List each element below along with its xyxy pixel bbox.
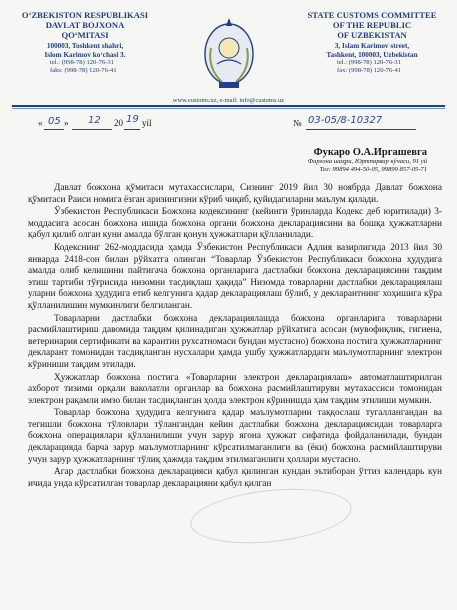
paragraph-2: Ўзбекистон Республикаси Божхона кодексининг (кейинги ўринларда Кодекс деб юритилади) 3-моддасига асосан божхона ишида божхона органи божхона декларациясини ва бошқа ҳужжатларни қабул қилиб олган куни амалда бўлган қонун ҳужжатлари қўлланилади.	[28, 207, 442, 241]
paragraph-1: Давлат божхона қўмитаси мутахассислари, Сизнинг 2019 йил 30 ноябрда Давлат божхона қўмитаси Раиси номига ёзган аризингизни кўриб чиқиб, қуйидагиларни маълум қилади.	[28, 183, 442, 205]
left-title-1: O‘ZBEKISTON RESPUBLIKASI	[21, 10, 149, 20]
number-sign: №	[293, 118, 302, 128]
right-fax: fax: (998-78) 120-76-41	[337, 67, 402, 75]
date-year-word: yil	[142, 118, 152, 128]
header-left	[10, 10, 160, 75]
recipient-phone: Тел: 99894 494-50-05, 99899 857-05-71	[319, 166, 427, 173]
recipient-block	[308, 147, 427, 174]
date-year-suffix: 19	[126, 114, 139, 125]
date-day: 05	[48, 116, 61, 127]
header-divider	[12, 105, 445, 107]
letter-number: 03-05/8-10327	[308, 115, 383, 126]
paragraph-3: Кодекснинг 262-моддасида ҳамда Ўзбекистон Республикаси Адлия вазирлигида 2013 йил 30 январда 2418-сон билан рўйхатга олинган “Товарлар Ўзбекистон Республикаси божхона ҳудудига амалда олиб келишини пайтигача божхона органларига дастлабки божхона декларациясини тақдим этиш тартиби тўғрисида низомни тасдиқлаш ҳақида” Низомда товарларни дастлабки декларациялаш уларни божхона ҳудудига етиб келгунига қадар декларациялаш бўлиб, у декларантнинг хоҳишига кўра қўлланилишин мумкинлиги белгиланган.	[28, 242, 442, 311]
recipient-address: Фарғона шаҳри, Юртпарвар кўчаси, 91 уй	[307, 158, 427, 165]
left-fax: faks: (998-78) 120-76-41	[50, 67, 117, 75]
letter-body	[28, 183, 442, 491]
right-title-3: OF UZBEKISTAN	[337, 30, 407, 40]
header-right	[297, 10, 447, 75]
faint-stamp	[188, 482, 355, 551]
right-address	[297, 42, 447, 59]
left-address-line-1: 100003, Toshkent shahri,	[46, 42, 124, 50]
left-title-3: QO‘MITASI	[61, 30, 109, 40]
left-address-line-2: Islom Karimov ko‘chasi 3.	[44, 50, 126, 59]
left-title-2: DAVLAT BOJXONA	[45, 20, 125, 30]
left-tel: tel.: (998-78) 120-76-31	[50, 59, 114, 67]
right-title-2: OF THE REPUBLIC	[332, 20, 412, 30]
paragraph-7: Агар дастлабки божхона декларацияси қабул қилинган кундан эътиборан ўттиз календарь кун ичида унда кўрсатилган товарлар декларацияни қабул қилган	[28, 467, 442, 489]
state-emblem-icon	[202, 8, 256, 98]
left-address	[10, 42, 160, 59]
right-title-1: STATE CUSTOMS COMMITTEE	[307, 10, 437, 20]
paragraph-5: Ҳужжатлар божхона постига «Товарларни электрон декларациялаш» автоматлаштирилган ахборот тизими орқали ваколатли органлар ва божхона расмийлаштируви мутахассиси томонидан электрон рақамли имзо билан тасдиқланган ҳолда электрон кўринишда ҳам тақдим этилиши мумкин.	[28, 372, 442, 406]
paragraph-4: Товарларни дастлабки божхона декларациялашда божхона органларига товарларни расмийлаштириш давомида тақдим қилинадиган ҳужжатлар рўйхатига асосан (мувофиқлик, гигиена, ветеринария сертификати ва карантин рухсатномаси бундан мустасно) божхона постига ҳужжатларнинг декларант томонидан тасдиқланган нусхалари ҳамда ушбу ҳужжатлардаги маълумотларнинг электрон кўриниши тақдим этилади.	[28, 313, 442, 370]
date-year-prefix: 20	[114, 118, 123, 128]
website-email: www.customs.uz, e-mail: info@customs.uz	[172, 97, 285, 104]
date-month: 12	[88, 115, 101, 126]
header-divider-thin	[12, 108, 445, 109]
recipient-name: Фукаро О.А.Иргашевга	[313, 147, 427, 158]
right-address-line-1: 3, Islam Karimov street,	[334, 42, 410, 50]
right-tel: tel.: (998-78) 120-76-31	[337, 59, 401, 67]
paragraph-6: Товарлар божхона ҳудудига келгунига қадар маълумотларни таққослаш тугаллангандан ва тегишли божхона тўловлари тўлангандан кейин дастлабки божхона декларациясидан товарларга божхона операциялари қўлланилиши учун зарур ягона ҳужжат сифатида фойдаланилади, бундан декларацияда барча зарур маълумотларнинг кўрсатилмаганлиги ва (ёки) божхона расмийлаштируви учун зарур ҳужжатларнинг тўлиқ ҳажмда тақдим этилмаганлиги ҳоллари мустасно.	[28, 408, 442, 465]
right-address-line-2: Tashkent, 100003, Uzbekistan	[326, 50, 418, 59]
